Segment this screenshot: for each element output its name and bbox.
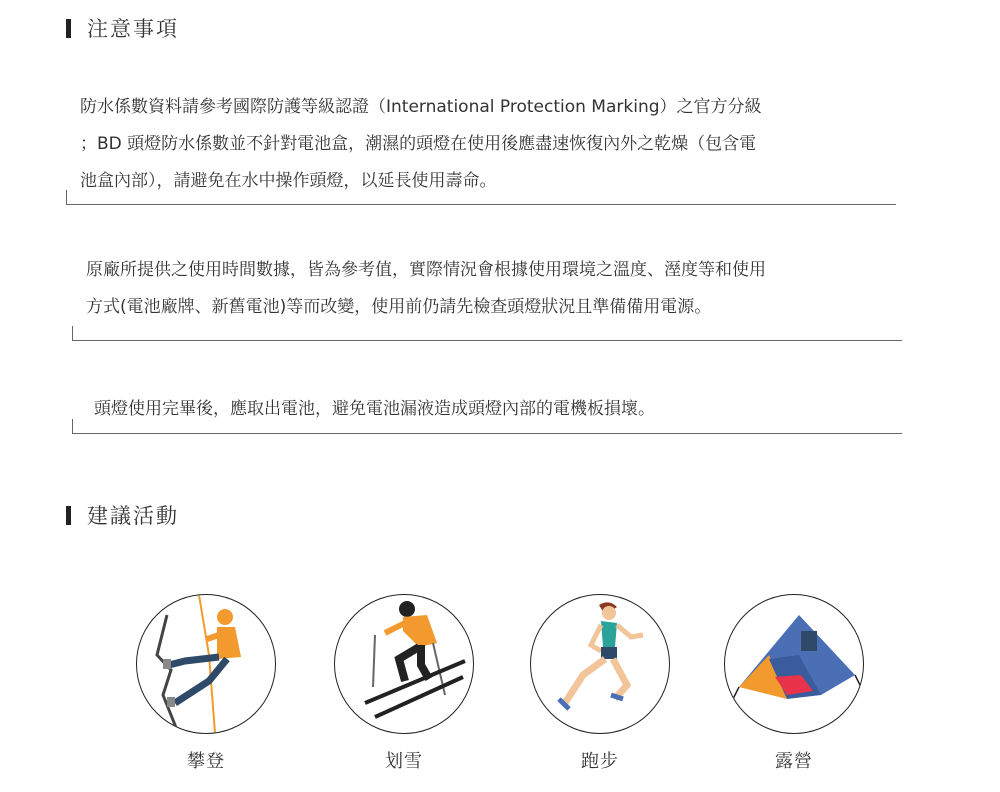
activity-circle [530, 594, 670, 734]
activity-climbing [136, 594, 276, 773]
note-line: 防水係數資料請參考國際防護等級認證（International Protection Marking）之官方分級 [80, 97, 762, 117]
skiing-icon [335, 595, 473, 733]
activity-running [530, 594, 670, 773]
note-divider-tick [66, 190, 67, 204]
note-runtime [86, 252, 916, 326]
activity-label: 攀登 [187, 751, 225, 772]
note-line: ；BD 頭燈防水係數並不針對電池盒，潮濕的頭燈在使用後應盡速恢復內外之乾燥（包含電 [80, 134, 757, 154]
activity-skiing [334, 594, 474, 773]
activities-title: 建議活動 [87, 504, 179, 528]
notes-heading [66, 15, 179, 41]
running-icon [531, 595, 669, 733]
climbing-icon [137, 595, 275, 733]
note-divider [72, 340, 902, 341]
note-line: 原廠所提供之使用時間數據，皆為參考值，實際情況會根據使用環境之溫度、溼度等和使用 [86, 260, 766, 280]
activities-heading [66, 502, 179, 528]
activity-label: 划雪 [385, 751, 423, 772]
note-battery [94, 391, 894, 428]
heading-marker [66, 506, 71, 525]
activity-label: 跑步 [581, 751, 619, 772]
notes-title: 注意事項 [87, 17, 179, 41]
note-divider [72, 433, 902, 434]
activity-circle [724, 594, 864, 734]
note-divider [66, 204, 896, 205]
activity-camping [724, 594, 864, 773]
note-line: 頭燈使用完畢後，應取出電池，避免電池漏液造成頭燈內部的電機板損壞。 [94, 399, 655, 419]
note-line: 池盒內部），請避免在水中操作頭燈，以延長使用壽命。 [80, 171, 497, 191]
activity-circle [334, 594, 474, 734]
activity-label: 露營 [775, 751, 813, 772]
camping-tent-icon [725, 595, 863, 733]
heading-marker [66, 19, 71, 38]
note-line: 方式(電池廠牌、新舊電池)等而改變，使用前仍請先檢查頭燈狀況且準備備用電源。 [86, 297, 712, 317]
note-divider-tick [72, 326, 73, 340]
activity-circle [136, 594, 276, 734]
note-waterproof [80, 89, 910, 200]
note-divider-tick [72, 419, 73, 433]
